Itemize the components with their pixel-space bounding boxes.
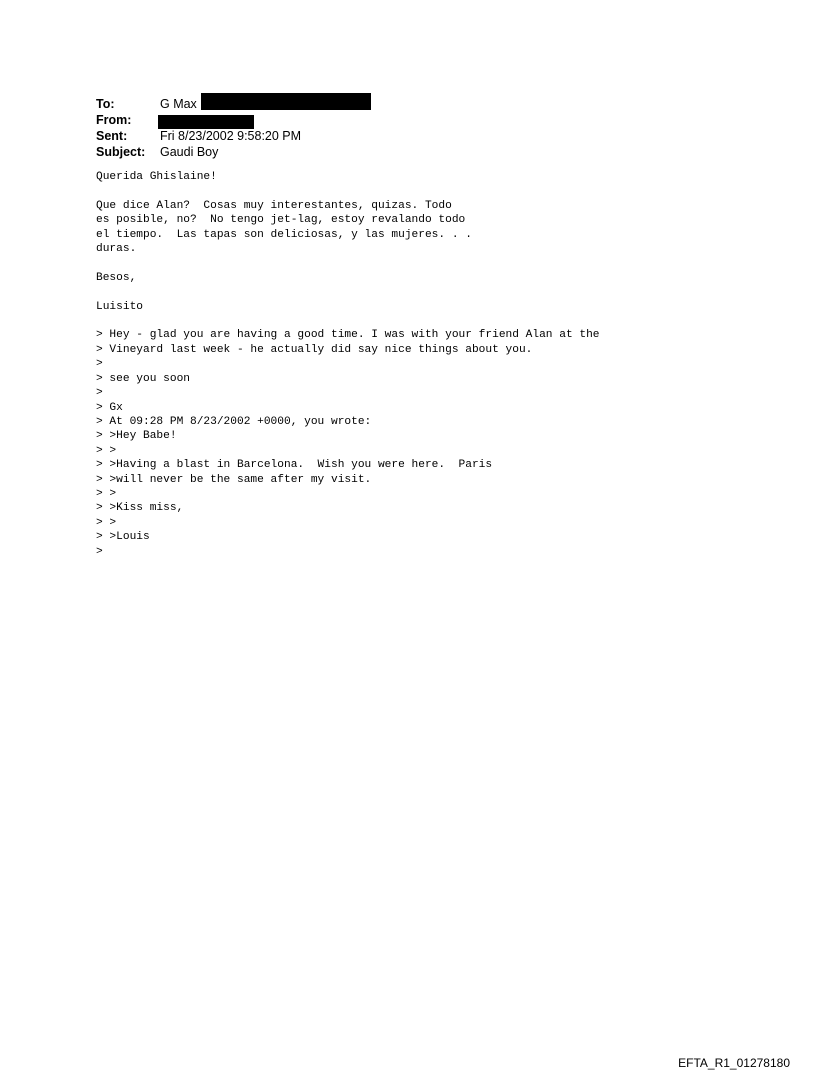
to-value: G Max: [160, 97, 197, 111]
sent-label: Sent:: [96, 129, 128, 143]
subject-label: Subject:: [96, 145, 146, 159]
sent-value: Fri 8/23/2002 9:58:20 PM: [160, 129, 302, 143]
redaction-box: [201, 93, 371, 110]
from-label: From:: [96, 113, 132, 127]
redaction-box: [158, 115, 254, 129]
email-body: Querida Ghislaine! Que dice Alan? Cosas muy interestantes, quizas. Todo es posible, no? No tengo jet-lag, estoy revalando todo el tiempo. Las tapas son deliciosas, y las mujeres. . . duras. Besos, Luisito > Hey - glad you are having a good time. I was with your friend Alan at the > Vineyard last week - he actually did say nice things about you. > > see you soon > > Gx > At 09:28 PM 8/23/2002 +0000, you wrote: > >Hey Babe! > > > >Having a blast in Barcelona. Wish you were here. Paris > >will never be the same after my visit. > > > >Kiss miss, > > > >Louis >: [96, 171, 600, 558]
subject-value: Gaudi Boy: [160, 145, 219, 159]
to-label: To:: [96, 97, 115, 111]
document-id: EFTA_R1_01278180: [678, 1056, 790, 1070]
